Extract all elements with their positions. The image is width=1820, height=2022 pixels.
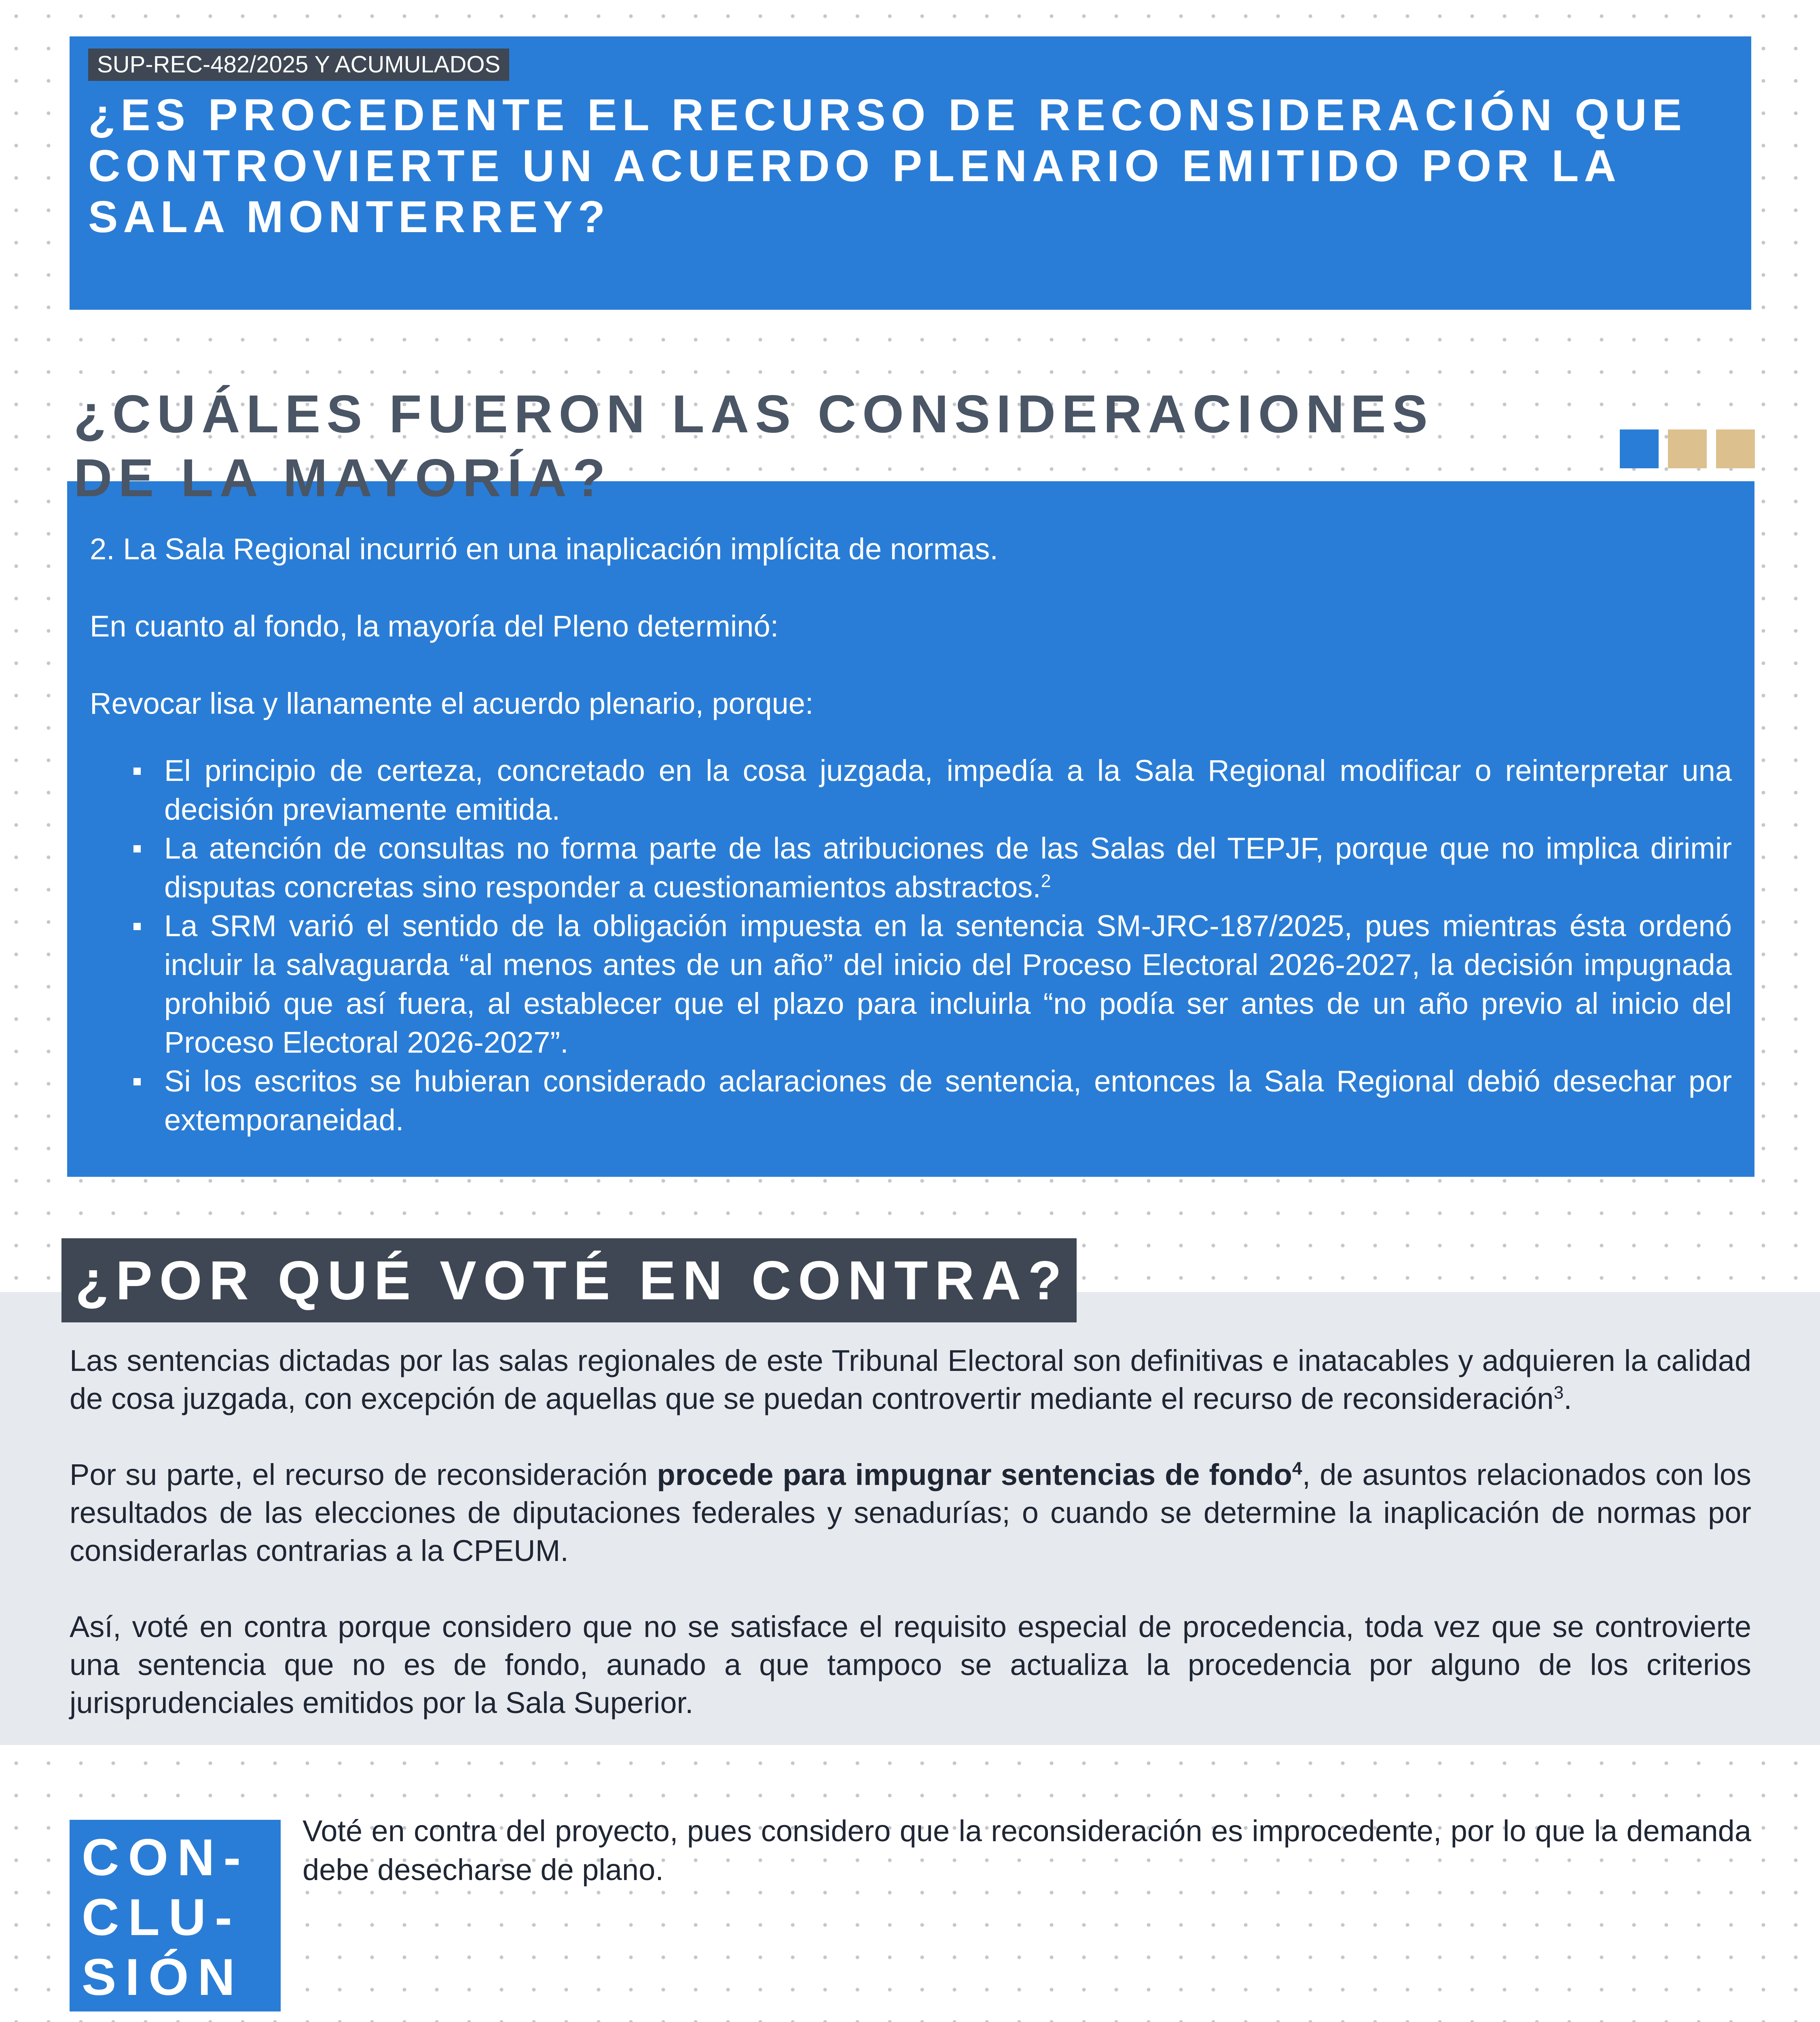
- paragraph: Así, voté en contra porque considero que no se satisface el requisito especial de procedencia, toda vez que se controvierte una sentencia que no es de fondo, aunado a que tampoco se actualiza la procedencia por alguno de los criterios jurisprudenciales emitidos por la Sala Superior.: [70, 1610, 1751, 1720]
- paragraph: Por su parte, el recurso de reconsideración procede para impugnar sentencias de fondo$^4$, de asuntos relacionados con los resultados de las elecciones de diputaciones federales y senadurías; o cuando se determine la inaplicación de normas por considerarlas contrarias a la CPEUM.: [70, 1458, 1751, 1567]
- case-number-tag: SUP-REC-482/2025 Y ACUMULADOS: [88, 49, 509, 81]
- section-title-line-2: DE LA MAYORÍA?: [74, 448, 612, 508]
- majority-considerations-content: [90, 530, 1732, 1140]
- list-item: El principio de certeza, concretado en la cosa juzgada, impedía a la Sala Regional modificar o reinterpretar una decisión previamente emitida.: [90, 751, 1732, 829]
- paragraph: 2. La Sala Regional incurrió en una inaplicación implícita de normas.: [90, 532, 998, 566]
- list-item: La atención de consultas no forma parte de las atribuciones de las Salas del TEPJF, porque que no implica dirimir disputas concretas sino responder a cuestionamientos abstractos.$^2$: [90, 829, 1732, 907]
- accent-square-blue: [1620, 429, 1659, 468]
- paragraph: En cuanto al fondo, la mayoría del Pleno determinó:: [90, 609, 779, 643]
- footnote-ref: 4: [1292, 1459, 1302, 1479]
- section-title-line-1: ¿CUÁLES FUERON LAS CONSIDERACIONES: [74, 384, 1434, 444]
- list-item: La SRM varió el sentido de la obligación impuesta en la sentencia SM-JRC-187/2025, pues mientras ésta ordenó incluir la salvaguarda “al menos antes de un año” del inicio del Proceso Electoral 2026-2027, la decisión impugnada prohibió que así fuera, al establecer que el plazo para incluirla “no podía ser antes de un año previo al inicio del Proceso Electoral 2026-2027”.: [90, 907, 1732, 1062]
- section-title-dissent: ¿POR QUÉ VOTÉ EN CONTRA?: [61, 1238, 1077, 1322]
- footnote-ref: 2: [1041, 871, 1051, 891]
- bold-emphasis: procede para impugnar sentencias de fondo: [657, 1458, 1292, 1491]
- dissent-body: [70, 1342, 1751, 1760]
- paragraph: Revocar lisa y llanamente el acuerdo plenario, porque:: [90, 687, 814, 720]
- page-title: ¿ES PROCEDENTE EL RECURSO DE RECONSIDERACIÓN QUE CONTROVIERTE UN ACUERDO PLENARIO EMITIDO POR LA SALA MONTERREY?: [88, 90, 1687, 242]
- considerations-list: [90, 751, 1732, 1140]
- conclusion-text: Voté en contra del proyecto, pues considero que la reconsideración es improcedente, por lo que la demanda debe desecharse de plano.: [303, 1814, 1751, 1887]
- section-title-majority: [74, 382, 1610, 510]
- footnote-ref: 3: [1553, 1383, 1564, 1403]
- paragraph: Las sentencias dictadas por las salas regionales de este Tribunal Electoral son definitivas e inatacables y adquieren la calidad de cosa juzgada, con excepción de aquellas que se puedan controvertir mediante el recurso de reconsideración$^3$.: [70, 1344, 1751, 1415]
- conclusion-label: CON- CLU- SIÓN: [70, 1820, 281, 2011]
- accent-square-tan: [1668, 429, 1707, 468]
- list-item: Si los escritos se hubieran considerado aclaraciones de sentencia, entonces la Sala Regional debió desechar por extemporaneidad.: [90, 1062, 1732, 1140]
- accent-square-tan: [1716, 429, 1755, 468]
